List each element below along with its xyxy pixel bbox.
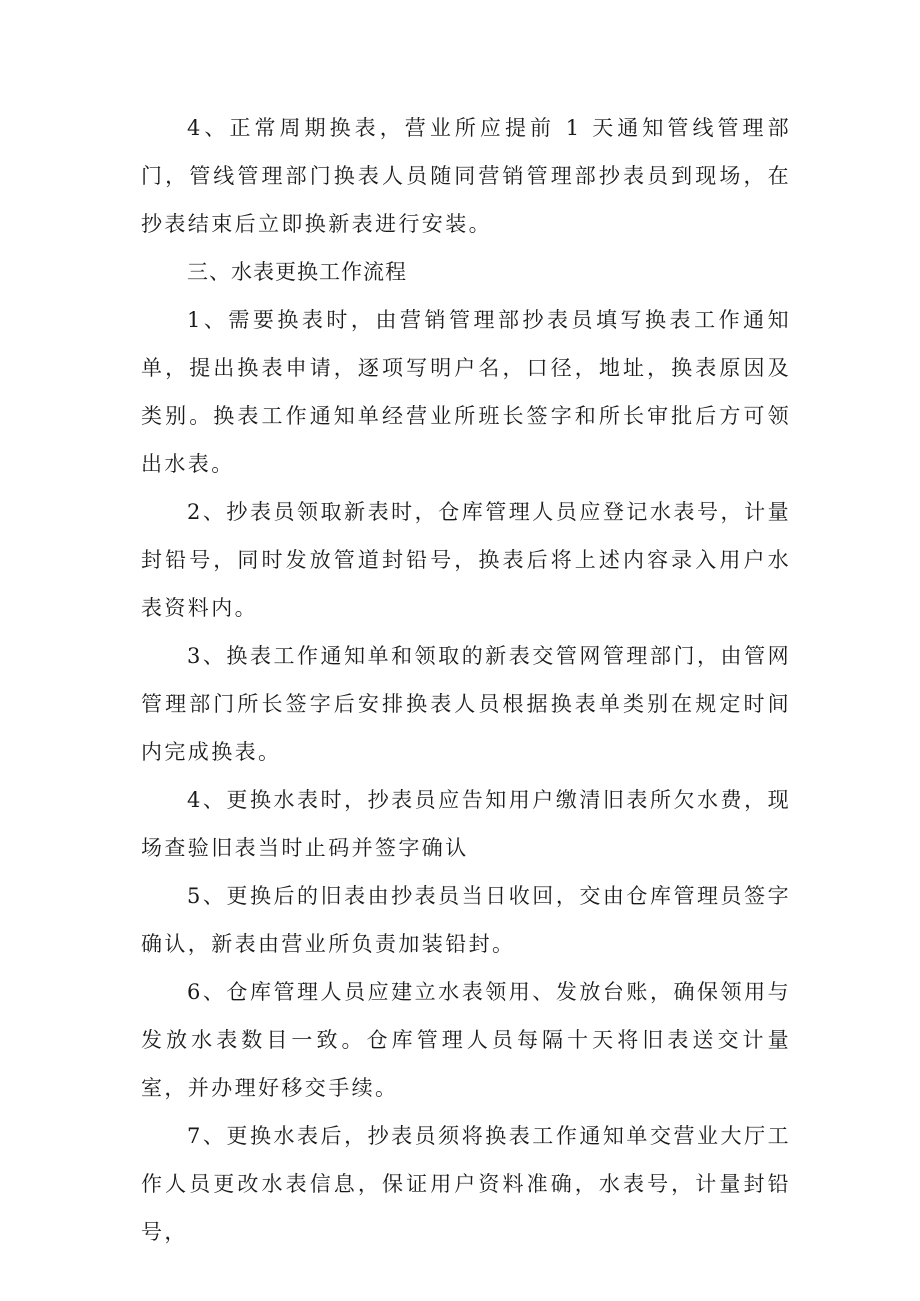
paragraph-step-5: 5、更换后的旧表由抄表员当日收回，交由仓库管理员签字确认，新表由营业所负责加装铅封。 (141, 884, 791, 956)
section-title: 三、水表更换工作流程 (187, 260, 407, 284)
paragraph-step-2: 2、抄表员领取新表时，仓库管理人员应登记水表号，计量封铅号，同时发放管道封铅号，换表后将上述内容录入用户水表资料内。 (141, 500, 791, 620)
paragraph-step-1: 1、需要换表时，由营销管理部抄表员填写换表工作通知单，提出换表申请，逐项写明户名，口径，地址，换表原因及类别。换表工作通知单经营业所班长签字和所长审批后方可领出水表。 (141, 308, 791, 476)
paragraph-step-7: 7、更换水表后，抄表员须将换表工作通知单交营业大厅工作人员更改水表信息，保证用户资料准确，水表号，计量封铅号， (141, 1124, 791, 1244)
document-body (141, 104, 791, 1256)
paragraph-step-3: 3、换表工作通知单和领取的新表交管网管理部门，由管网管理部门所长签字后安排换表人员根据换表单类别在规定时间内完成换表。 (141, 644, 791, 764)
paragraph-step-4: 4、更换水表时，抄表员应告知用户缴清旧表所欠水费，现场查验旧表当时止码并签字确认 (141, 788, 791, 860)
paragraph-step-6: 6、仓库管理人员应建立水表领用、发放台账，确保领用与发放水表数目一致。仓库管理人员每隔十天将旧表送交计量室，并办理好移交手续。 (141, 980, 791, 1100)
paragraph-item-4-periodic-replacement: 4、正常周期换表，营业所应提前 1 天通知管线管理部门，管线管理部门换表人员随同营销管理部抄表员到现场，在抄表结束后立即换新表进行安装。 (141, 116, 791, 236)
